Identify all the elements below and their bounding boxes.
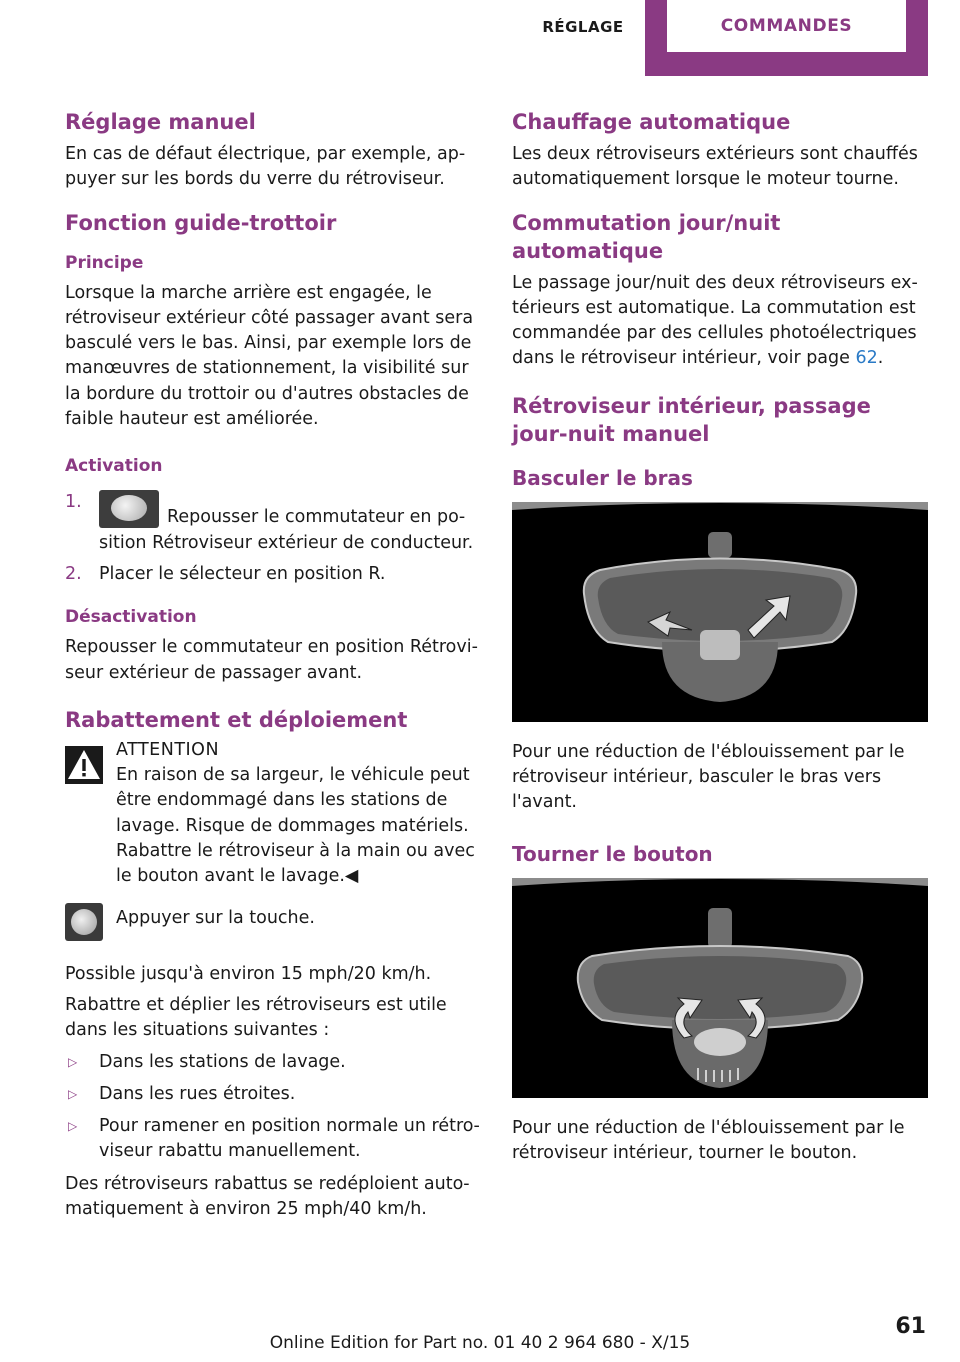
heading-basculer-bras: Basculer le bras (512, 465, 693, 490)
paragraph-basculer: Pour une réduction de l'éblouissement par le rétroviseur intérieur, basculer le bras vers l'avant. (512, 741, 905, 813)
warning-text (65, 763, 480, 889)
heading-rabattement: Rabattement et déploiement (65, 707, 408, 732)
list-item (65, 562, 480, 587)
heading-tourner-bouton: Tourner le bouton (512, 841, 713, 866)
warning-text-body: En raison de sa largeur, le véhicule peut être endommagé dans les stations de lavage. Risque de dommages matériels. Rabattre le rétroviseur à la main ou avec le bouton avant le lavage.◀ (116, 765, 475, 887)
heading-principe: Principe (65, 252, 144, 273)
heading-retroviseur-interieur: Rétroviseur intérieur, passage jour-nuit manuel (512, 393, 871, 446)
activation-steps (65, 490, 480, 587)
step-number: 1. (65, 492, 82, 513)
mirror-turn-knob-image (512, 878, 928, 1098)
header-section-tab: RÉGLAGE (542, 18, 624, 36)
page-number: 61 (895, 1314, 926, 1339)
heading-chauffage: Chauffage automatique (512, 110, 791, 134)
footer-edition: Online Edition for Part no. 01 40 2 964 680 - X/15 (269, 1333, 691, 1353)
heading-activation: Activation (65, 456, 163, 477)
warning-block (65, 738, 480, 763)
step-text: Placer le sélecteur en position R. (99, 563, 386, 584)
warning-label: ATTENTION (116, 739, 220, 760)
paragraph-principe: Lorsque la marche arrière est engagée, le rétroviseur extérieur côté passager avant sera basculé vers le bas. Ainsi, par exemple lors de manœuvres de stationnement, la visibilité sur la bordure du trottoir ou d'autres obstacles de faible hauteur est améliorée. (65, 282, 474, 430)
list-item-text: Dans les rues étroites. (99, 1083, 296, 1104)
list-item (65, 490, 480, 556)
paragraph-situations-intro: Rabattre et déplier les rétroviseurs est utile dans les situations suivantes : (65, 994, 447, 1041)
page-link[interactable]: 62 (855, 348, 878, 369)
left-column (65, 108, 480, 1238)
header-chapter-label: COMMANDES (667, 0, 906, 52)
paragraph-tourner: Pour une réduction de l'éblouissement par le rétroviseur intérieur, tourner le bouton. (512, 1117, 905, 1163)
paragraph-speed-limit: Possible jusqu'à environ 15 mph/20 km/h. (65, 963, 432, 984)
mirror-switch-icon (99, 490, 159, 528)
heading-guide-trottoir: Fonction guide-trottoir (65, 210, 337, 235)
paragraph-desactivation: Repousser le commutateur en position Rétroviseur extérieur de passager avant. (65, 637, 478, 683)
heading-desactivation: Désactivation (65, 607, 197, 628)
list-item-text: Pour ramener en position normale un rétroviseur rabattu manuellement. (99, 1116, 480, 1162)
list-item-text: Dans les stations de lavage. (99, 1051, 346, 1072)
mirror-fold-button-icon (65, 903, 103, 941)
bullet-triangle-icon: ▷ (68, 1054, 78, 1069)
situations-list (65, 1050, 480, 1165)
mirror-tilt-arm-image (512, 502, 928, 722)
paragraph-redeploy: Des rétroviseurs rabattus se redéploient automatiquement à environ 25 mph/40 km/h. (65, 1173, 470, 1220)
bullet-triangle-icon: ▷ (68, 1119, 78, 1134)
step-text: Repousser le commutateur en position Rétroviseur extérieur de conducteur. (99, 507, 474, 553)
commutation-text-end: . (877, 348, 884, 369)
paragraph-reglage-manuel: En cas de défaut électrique, par exemple, appuyer sur les bords du verre du rétroviseur. (65, 144, 466, 190)
heading-reglage-manuel: Réglage manuel (65, 110, 256, 134)
step-number: 2. (65, 563, 82, 584)
right-column (512, 108, 928, 1182)
heading-commutation: Commutation jour/nuit automatique (512, 210, 781, 263)
paragraph-chauffage: Les deux rétroviseurs extérieurs sont chauffés automatiquement lorsque le moteur tourne. (512, 144, 918, 190)
list-item (65, 1114, 480, 1165)
paragraph-commutation (512, 271, 928, 372)
header-chapter-tab (645, 0, 928, 76)
warning-triangle-icon (65, 746, 103, 784)
commutation-text: Le passage jour/nuit des deux rétroviseurs extérieurs est automatique. La commutation est commandée par des cellules photoélectriques dans le rétroviseur intérieur, voir page (512, 272, 918, 369)
list-item (65, 1050, 480, 1075)
list-item (65, 1082, 480, 1107)
bullet-triangle-icon: ▷ (68, 1086, 78, 1101)
key-instruction: Appuyer sur la touche. (116, 907, 315, 928)
fold-key-block (65, 906, 480, 950)
